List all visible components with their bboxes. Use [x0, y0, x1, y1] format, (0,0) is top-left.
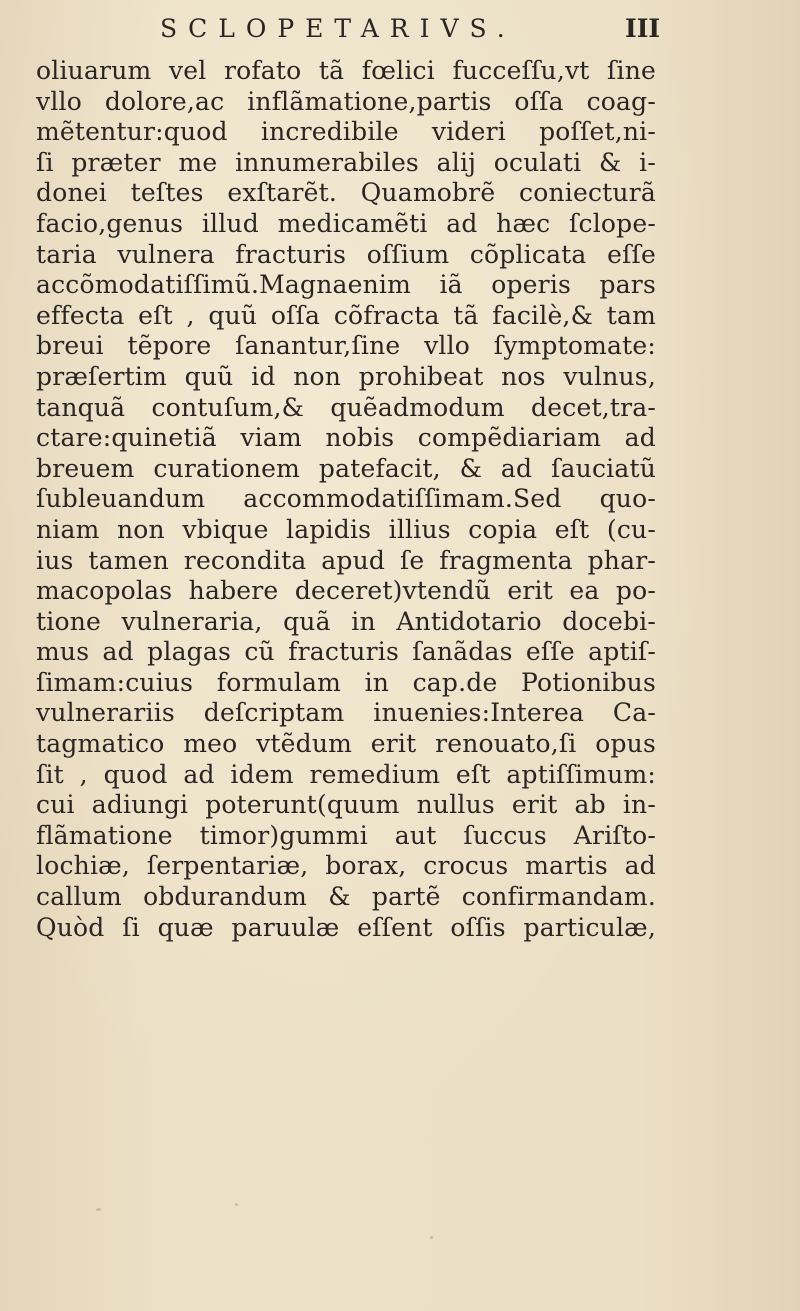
text-line: macopolas habere deceret)vtendũ erit ea po- — [36, 576, 656, 606]
text-line: accõmodatiſſimũ.Magnaenim iã operis pars — [36, 270, 656, 300]
body-text — [36, 56, 656, 943]
text-line: ctare:quinetiã viam nobis compẽdiariam ad — [36, 423, 656, 453]
text-line: præſertim quũ id non prohibeat nos vulnus, — [36, 361, 656, 391]
text-line: ſimam:cuius formulam in cap.de Potionibus — [36, 667, 656, 697]
text-line: tanquã contuſum,& quẽadmodum decet,tra- — [36, 392, 656, 422]
text-line: breui tẽpore ſanantur,ſine vllo ſymptomate: — [36, 331, 656, 361]
text-line: effecta eſt , quũ oſſa cõfracta tã facilè,& tam — [36, 300, 656, 330]
paper-speck — [235, 1203, 238, 1206]
page-number: III — [625, 14, 661, 43]
text-line: vllo dolore,ac inflãmatione,partis oſſa coag- — [36, 86, 656, 116]
text-line: mus ad plagas cũ fracturis ſanãdas eſſe aptiſ- — [36, 637, 656, 667]
text-line: ſi præter me innumerabiles alij oculati & i- — [36, 147, 656, 177]
text-line: facio,genus illud medicamẽti ad hæc ſclope- — [36, 208, 656, 238]
text-line: mẽtentur:quod incredibile videri poſſet,ni- — [36, 117, 656, 147]
text-line: vulnerariis deſcriptam inuenies:Interea Ca- — [36, 698, 656, 728]
text-line: breuem curationem patefacit, & ad ſauciatũ — [36, 453, 656, 483]
text-line: Quòd ſi quæ paruulæ eſſent oſſis particulæ, — [36, 912, 656, 942]
paper-speck — [96, 1208, 101, 1211]
text-line: flãmatione timor)gummi aut ſuccus Ariſto- — [36, 820, 656, 850]
text-line: cui adiungi poterunt(quum nullus erit ab in- — [36, 790, 656, 820]
text-line: callum obdurandum & partẽ confirmandam. — [36, 882, 656, 912]
text-line: lochiæ, ſerpentariæ, borax, crocus martis ad — [36, 851, 656, 881]
paper-speck — [430, 1236, 433, 1239]
text-line: oliuarum vel rofato tã fœlici fucceſſu,vt ſine — [36, 56, 656, 85]
running-head: SCLOPETARIVS. — [160, 14, 516, 43]
text-line: donei teſtes exſtarẽt. Quamobrẽ coniecturã — [36, 178, 656, 208]
text-line: ius tamen recondita apud ſe fragmenta phar- — [36, 545, 656, 575]
text-line: niam non vbique lapidis illius copia eſt (cu- — [36, 514, 656, 544]
text-line: tagmatico meo vtẽdum erit renouato,ſi opus — [36, 729, 656, 759]
text-line: taria vulnera fracturis oſſium cõplicata eſſe — [36, 239, 656, 269]
text-line: tione vulneraria, quã in Antidotario docebi- — [36, 606, 656, 636]
text-line: ſubleuandum accommodatiſſimam.Sed quo- — [36, 484, 656, 514]
text-line: ſit , quod ad idem remedium eſt aptiſſimum: — [36, 759, 656, 789]
